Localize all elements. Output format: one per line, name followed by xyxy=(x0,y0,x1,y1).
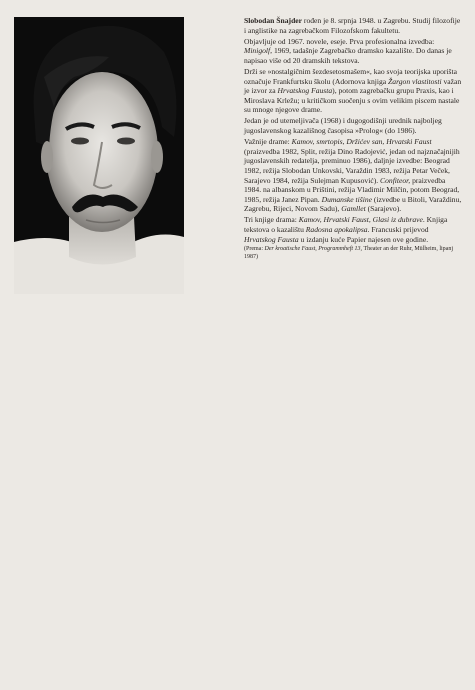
bio-paragraph-books: Tri knjige drama: Kamov, Hrvatski Faust, Glasi iz dubrave. Knjiga tekstova o kazalištu Radosna apokalipsa. Francuski prijevod Hrvatskog Fausta u izdanju kuće Papier najesen ove godine. xyxy=(244,215,448,244)
author-name: Slobodan Šnajder xyxy=(244,16,303,25)
portrait-illustration xyxy=(14,17,184,294)
author-portrait-photo xyxy=(14,17,184,294)
bio-paragraph-influences: Drži se »nostalgičnim šezdesetosmašem«, kao svoja teorijska uporišta označuje Frankfurtsku školu (Adornova knjiga Žargon vlastitosti važan je izvor za Hrvatskog Fausta), potom zagrebačku grupu Praxis, kao i Miroslava Krležu; u kritičkom suočenju s ovim velikim piscem nastale su mnoge njegove drame. xyxy=(244,66,462,115)
bio-paragraph-prolog: Jedan je od utemeljivača (1968) i dugogodišnji urednik najboljeg jugoslavenskog kazališnog časopisa »Prolog« (do 1986). xyxy=(244,116,442,136)
source-note: (Prema: Der kroatische Faust, Programmheft 13, Theater an der Ruhr, Mülheim, lipanj 1987) xyxy=(244,246,454,260)
bio-paragraph-intro: Slobodan Šnajder rođen je 8. srpnja 1948. u Zagrebu. Studij filozofije i anglistike na zagrebačkom Filozofskom fakultetu. xyxy=(244,16,461,35)
bio-paragraph-career: Objavljuje od 1967. novele, eseje. Prva profesionalna izvedba: Minigolf, 1969, tadašnje Zagrebačko dramsko kazalište. Do danas je napisao više od 20 dramskih tekstova. xyxy=(244,36,452,65)
biography-text xyxy=(244,16,462,263)
bio-paragraph-dramas: Važnije drame: Kamov, smrtopis, Držićev san, Hrvatski Faust (praizvedba 1982, Split, režija Dino Radojević, jedan od najznačajnijih jugoslavenskih redatelja, preminuo 1986), daljnje izvedbe: Beograd 1982, režija Slobodan Unkovski, Varaždin 1983, režija Petar Veček, Sarajevo 1984, režija Sulejman Kupusović). Confiteor, praizvedba 1984. na albanskom u Prištini, režija Vladimir Milčin, potom Beograd, 1985, režija Janez Pipan. Dumanske tišine (izvedbe u Bitoli, Varaždinu, Zagrebu, Rijeci, Novom Sadu), Gamllet (Sarajevo). xyxy=(244,137,462,214)
